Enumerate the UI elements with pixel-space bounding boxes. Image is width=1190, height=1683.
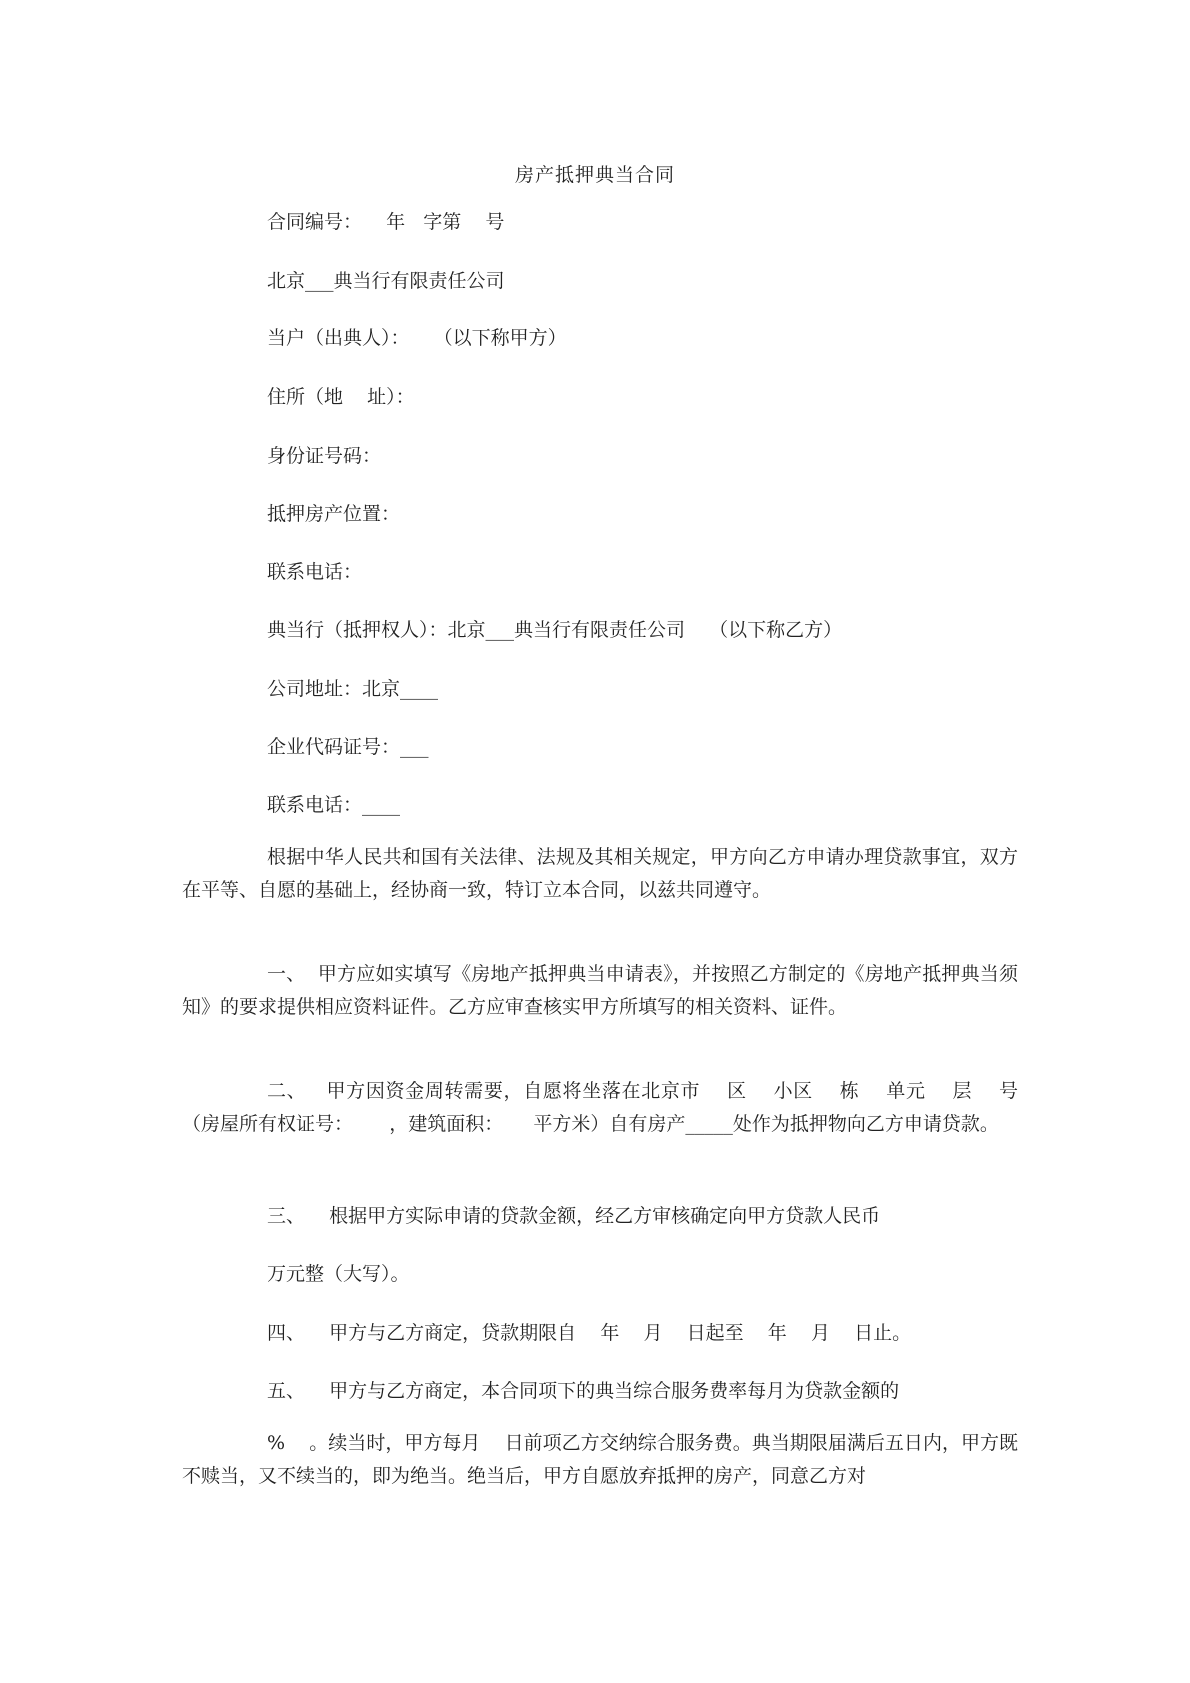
phone-line-b: 联系电话：____ — [267, 794, 401, 816]
clause-3-b: 万元整（大写）。 — [267, 1263, 410, 1285]
phone-line-a: 联系电话： — [267, 561, 363, 583]
clause-5-b: % 。续当时，甲方每月 日前项乙方交纳综合服务费。典当期限届满后五日内，甲方既不赎当，又不续当的，即为绝当。绝当后，甲方自愿放弃抵押的房产，同意乙方对 — [182, 1432, 1018, 1487]
document-title: 房产抵押典当合同 — [514, 164, 675, 186]
clause-5-a: 五、 甲方与乙方商定，本合同项下的典当综合服务费率每月为贷款金额的 — [267, 1380, 900, 1402]
property-location-line: 抵押房产位置： — [267, 503, 401, 525]
clause-2: 二、 甲方因资金周转需要，自愿将坐落在北京市 区 小区 栋 单元 层 号（房屋所有权证号： ，建筑面积： 平方米）自有房产_____处作为抵押物向乙方申请贷款。 — [182, 1080, 1018, 1135]
pawnshop-line: 典当行（抵押权人）：北京___典当行有限责任公司 （以下称乙方） — [267, 619, 843, 641]
enterprise-code-line: 企业代码证号：___ — [267, 736, 429, 758]
company-address-line: 公司地址：北京____ — [267, 678, 439, 700]
pawner-line: 当户（出典人）： （以下称甲方） — [267, 327, 567, 349]
preamble-paragraph: 根据中华人民共和国有关法律、法规及其相关规定，甲方向乙方申请办理贷款事宜，双方在平等、自愿的基础上，经协商一致，特订立本合同，以兹共同遵守。 — [182, 846, 1018, 901]
clause-1: 一、 甲方应如实填写《房地产抵押典当申请表》，并按照乙方制定的《房地产抵押典当须知》的要求提供相应资料证件。乙方应审查核实甲方所填写的相关资料、证件。 — [182, 963, 1018, 1018]
clause-3-a: 三、 根据甲方实际申请的贷款金额，经乙方审核确定向甲方贷款人民币 — [267, 1205, 881, 1227]
address-line: 住所（地 址）： — [267, 386, 415, 408]
contract-number: 合同编号： 年 字第 号 — [267, 211, 505, 233]
pawnshop-name: 北京___典当行有限责任公司 — [267, 270, 505, 292]
clause-4: 四、 甲方与乙方商定，贷款期限自 年 月 日起至 年 月 日止。 — [267, 1322, 912, 1344]
id-number-line: 身份证号码： — [267, 445, 382, 467]
